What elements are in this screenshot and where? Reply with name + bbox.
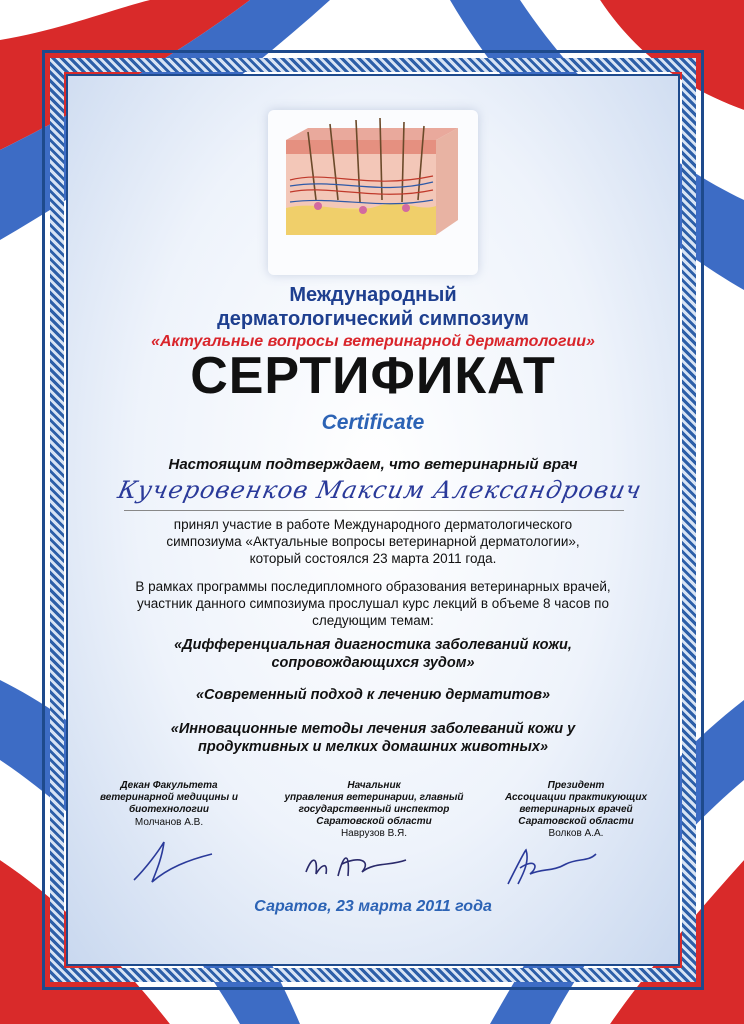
topic-3-line-1: «Инновационные методы лечения заболеваний кожи у (170, 721, 576, 737)
signatory-2-title-line: управления ветеринарии, главный (284, 792, 464, 803)
signatory-1-title-line: Декан Факультета (120, 780, 218, 791)
name-underline (124, 510, 624, 511)
organizer-line-1: Международный (289, 284, 457, 306)
signatory-1-title-line: биотехнологии (128, 804, 210, 815)
program-line-2: участник данного симпозиума прослушал курс лекций в объеме 8 часов по (136, 596, 610, 611)
topic-2-line-1: «Современный подход к лечению дерматитов» (195, 687, 551, 703)
program-line-1: В рамках программы последипломного образования ветеринарных врачей, (135, 579, 611, 594)
signatory-2-title-line: Начальник (347, 780, 401, 791)
certificate-title-en: Certificate (321, 411, 425, 434)
participation-line-2: симпозиума «Актуальные вопросы ветеринарной дерматологии», (166, 534, 580, 549)
signatory-3-title-line: Саратовской области (518, 816, 634, 827)
signatory-1-title-line: ветеринарной медицины и (99, 792, 239, 803)
signatory-1-title (84, 780, 254, 816)
participation-line-1: принял участие в работе Международного дерматологического (173, 517, 573, 532)
recipient-name: Кучеровенков Максим Александрович (115, 476, 645, 504)
confirmation-text: Настоящим подтверждаем, что ветеринарный врач (168, 456, 578, 473)
topic-1-line-1: «Дифференциальная диагностика заболеваний кожи, (174, 637, 572, 653)
signatory-1-signature (128, 838, 218, 886)
certificate-title: СЕРТИФИКАТ (190, 347, 556, 405)
certificate-content (70, 78, 676, 962)
signatory-3-signature (500, 844, 600, 888)
symposium-title: «Актуальные вопросы ветеринарной дерматологии» (151, 333, 595, 350)
program-line-3: следующим темам: (312, 613, 434, 628)
signatory-2-name: Наврузов В.Я. (340, 828, 408, 839)
signatory-1-name: Молчанов А.В. (134, 817, 204, 828)
signatory-2-signature (302, 846, 412, 886)
signatory-3-title-line: Ассоциации практикующих (504, 792, 648, 803)
signatory-3-name: Волков А.А. (548, 828, 604, 839)
signatory-2-title-line: государственный инспектор (298, 804, 450, 815)
illustration-frame (268, 110, 478, 275)
topic-3-line-2: продуктивных и мелких домашних животных» (197, 739, 549, 755)
signatory-2-title-line: Саратовской области (316, 816, 432, 827)
organizer-line-2: дерматологический симпозиум (217, 308, 529, 330)
signatory-3-title-line: ветеринарных врачей (519, 804, 633, 815)
signatory-3-title (490, 780, 662, 828)
participation-line-3: который состоялся 23 марта 2011 года. (249, 551, 497, 566)
topic-1-line-2: сопровождающихся зудом» (271, 655, 475, 671)
signatory-3-title-line: Президент (547, 780, 605, 791)
skin-cross-section-illustration (268, 110, 478, 275)
place-and-date: Саратов, 23 марта 2011 года (254, 898, 492, 915)
signatory-2-title (258, 780, 490, 828)
